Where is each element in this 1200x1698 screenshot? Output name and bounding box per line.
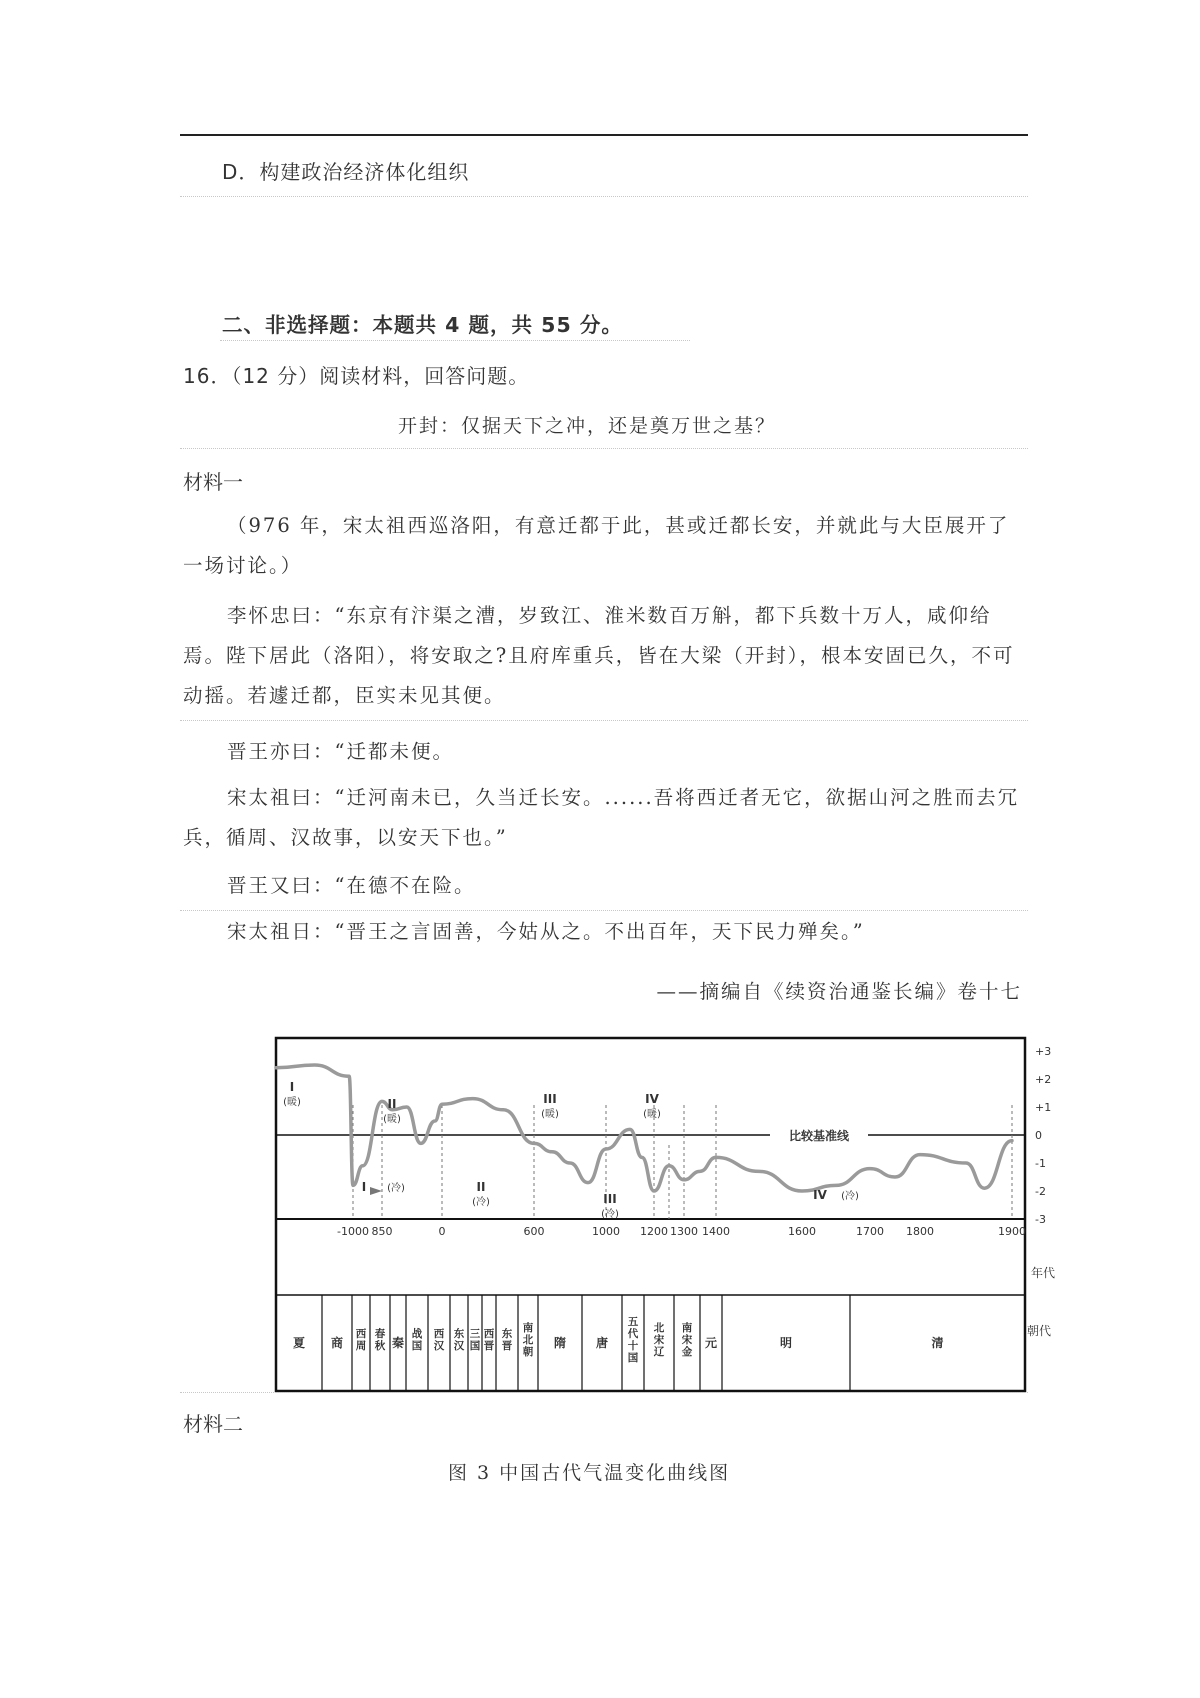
cold-arrow-mark bbox=[370, 1187, 382, 1195]
x-tick-label: 1200 bbox=[640, 1225, 668, 1238]
divider bbox=[180, 720, 1028, 721]
dynasty-label: 西 bbox=[433, 1328, 445, 1340]
dynasty-label: 代 bbox=[627, 1328, 639, 1340]
material-two-label: 材料二 bbox=[183, 1412, 243, 1436]
temperature-chart bbox=[270, 1033, 1060, 1395]
x-tick-label: 1000 bbox=[592, 1225, 620, 1238]
divider bbox=[180, 448, 1028, 449]
dynasty-label: 晋 bbox=[501, 1340, 513, 1352]
material-title: 开封：仅据天下之冲，还是奠万世之基？ bbox=[398, 415, 777, 437]
dynasty-label: 西 bbox=[483, 1328, 495, 1340]
y-tick-label: +2 bbox=[1035, 1073, 1052, 1086]
paragraph: 宋太祖曰：“迁河南未已，久当迁长安。......吾将西迁者无它，欲据山河之胜而去冗兵，循周、汉故事，以安天下也。” bbox=[183, 786, 1020, 849]
temperature-curve bbox=[276, 1065, 1012, 1191]
cold-period-numeral: IV bbox=[813, 1188, 827, 1202]
warm-period-label: (暖) bbox=[541, 1109, 559, 1120]
paragraph: 李怀忠曰：“东京有汴渠之漕，岁致江、淮米数百万斛，都下兵数十万人，咸仰给焉。陛下居此（洛阳），将安取之?且府库重兵，皆在大梁（开封），根本安固已久，不可动摇。若遽迁都，臣实未见其便。 bbox=[183, 604, 1015, 707]
dynasty-label: 金 bbox=[681, 1346, 693, 1358]
warm-period-numeral: III bbox=[543, 1092, 557, 1106]
dynasty-label: 战 bbox=[411, 1328, 423, 1340]
warm-period-label: (暖) bbox=[643, 1109, 661, 1120]
divider bbox=[220, 340, 690, 341]
dynasty-label: 东 bbox=[501, 1328, 513, 1340]
dynasty-label: 隋 bbox=[553, 1336, 567, 1350]
y-tick-label: +3 bbox=[1035, 1045, 1052, 1058]
dynasty-label: 秋 bbox=[374, 1340, 386, 1352]
paragraph: 宋太祖日：“晋王之言固善，今姑从之。不出百年，天下民力殚矣。” bbox=[227, 920, 865, 943]
dynasty-label: 宋 bbox=[681, 1334, 693, 1346]
cold-period-numeral: I bbox=[361, 1180, 367, 1194]
dynasty-label: 元 bbox=[704, 1336, 718, 1350]
x-tick-label: 1800 bbox=[906, 1225, 934, 1238]
dynasty-label: 唐 bbox=[595, 1336, 609, 1350]
x-tick-label: -1000 bbox=[337, 1225, 369, 1238]
dynasty-label: 国 bbox=[469, 1340, 481, 1352]
question-16: 16．（12 分）阅读材料，回答问题。 bbox=[183, 364, 530, 388]
dynasty-label: 春 bbox=[374, 1328, 386, 1340]
dynasty-label: 国 bbox=[627, 1352, 639, 1364]
x-tick-label: 1700 bbox=[856, 1225, 884, 1238]
x-tick-label: 0 bbox=[438, 1225, 446, 1238]
dynasty-label: 五 bbox=[627, 1316, 639, 1328]
x-tick-label: 1900 bbox=[998, 1225, 1026, 1238]
y-tick-label: +1 bbox=[1035, 1101, 1052, 1114]
dynasty-label: 宋 bbox=[653, 1334, 665, 1346]
cold-period-numeral: III bbox=[603, 1192, 617, 1206]
warm-period-numeral: II bbox=[387, 1097, 397, 1111]
dynasty-label: 晋 bbox=[483, 1340, 495, 1352]
y-tick-label: -3 bbox=[1035, 1213, 1046, 1226]
era-row-label: 年代 bbox=[1031, 1266, 1056, 1280]
dynasty-label: 商 bbox=[330, 1336, 344, 1350]
divider bbox=[180, 1392, 1028, 1393]
x-tick-label: 1600 bbox=[788, 1225, 816, 1238]
dynasty-label: 夏 bbox=[292, 1336, 306, 1350]
cold-period-numeral: II bbox=[476, 1180, 486, 1194]
dynasty-label: 东 bbox=[453, 1328, 465, 1340]
material-one-label: 材料一 bbox=[183, 470, 243, 494]
x-tick-label: 600 bbox=[523, 1225, 545, 1238]
dynasty-label: 朝 bbox=[522, 1346, 534, 1358]
section-heading: 二、非选择题：本题共 4 题，共 55 分。 bbox=[222, 313, 623, 337]
dynasty-label: 北 bbox=[522, 1334, 534, 1346]
divider bbox=[180, 196, 1028, 197]
y-tick-label: -1 bbox=[1035, 1157, 1046, 1170]
dynasty-label: 辽 bbox=[653, 1346, 665, 1358]
dynasty-label: 北 bbox=[653, 1322, 665, 1334]
dynasty-label: 西 bbox=[355, 1328, 367, 1340]
warm-period-label: (暖) bbox=[383, 1114, 401, 1125]
chart-frame bbox=[276, 1038, 1025, 1391]
x-tick-label: 1300 bbox=[670, 1225, 698, 1238]
paragraph: 晋王又曰：“在德不在险。 bbox=[227, 874, 476, 897]
figure-caption: 图 3 中国古代气温变化曲线图 bbox=[448, 1462, 731, 1484]
source-note: ——摘编自《续资治通鉴长编》卷十七 bbox=[656, 980, 1022, 1003]
paragraph: 晋王亦曰：“迁都未便。 bbox=[227, 740, 454, 763]
dynasty-label: 秦 bbox=[391, 1336, 405, 1350]
dynasty-label: 周 bbox=[355, 1340, 367, 1352]
baseline-label: 比较基准线 bbox=[788, 1129, 850, 1143]
dynasty-label: 南 bbox=[522, 1322, 534, 1334]
paragraph: （976 年，宋太祖西巡洛阳，有意迁都于此，甚或迁都长安，并就此与大臣展开了一场讨论。） bbox=[183, 514, 1010, 577]
dynasty-label: 明 bbox=[779, 1336, 793, 1350]
dynasty-label: 十 bbox=[627, 1340, 639, 1352]
warm-period-label: (暖) bbox=[283, 1097, 301, 1108]
cold-period-label: (冷) bbox=[601, 1209, 619, 1220]
cold-period-label: (冷) bbox=[387, 1183, 405, 1194]
warm-period-numeral: I bbox=[289, 1080, 295, 1094]
y-tick-label: -2 bbox=[1035, 1185, 1046, 1198]
dynasty-label: 三 bbox=[469, 1328, 481, 1340]
dynasty-label: 汉 bbox=[453, 1340, 465, 1352]
warm-period-numeral: IV bbox=[645, 1092, 659, 1106]
option-d: D．构建政治经济体化组织 bbox=[222, 160, 470, 184]
cold-period-label: (冷) bbox=[472, 1197, 490, 1208]
dynasty-label: 南 bbox=[681, 1322, 693, 1334]
dynasty-row-label: 朝代 bbox=[1027, 1324, 1052, 1338]
x-tick-label: 1400 bbox=[702, 1225, 730, 1238]
y-tick-label: 0 bbox=[1035, 1129, 1042, 1142]
cold-period-label: (冷) bbox=[841, 1191, 859, 1202]
dynasty-label: 汉 bbox=[433, 1340, 445, 1352]
x-tick-label: 850 bbox=[371, 1225, 393, 1238]
dynasty-label: 国 bbox=[411, 1340, 423, 1352]
divider bbox=[180, 910, 1028, 911]
dynasty-label: 清 bbox=[931, 1336, 944, 1350]
top-rule bbox=[180, 134, 1028, 136]
